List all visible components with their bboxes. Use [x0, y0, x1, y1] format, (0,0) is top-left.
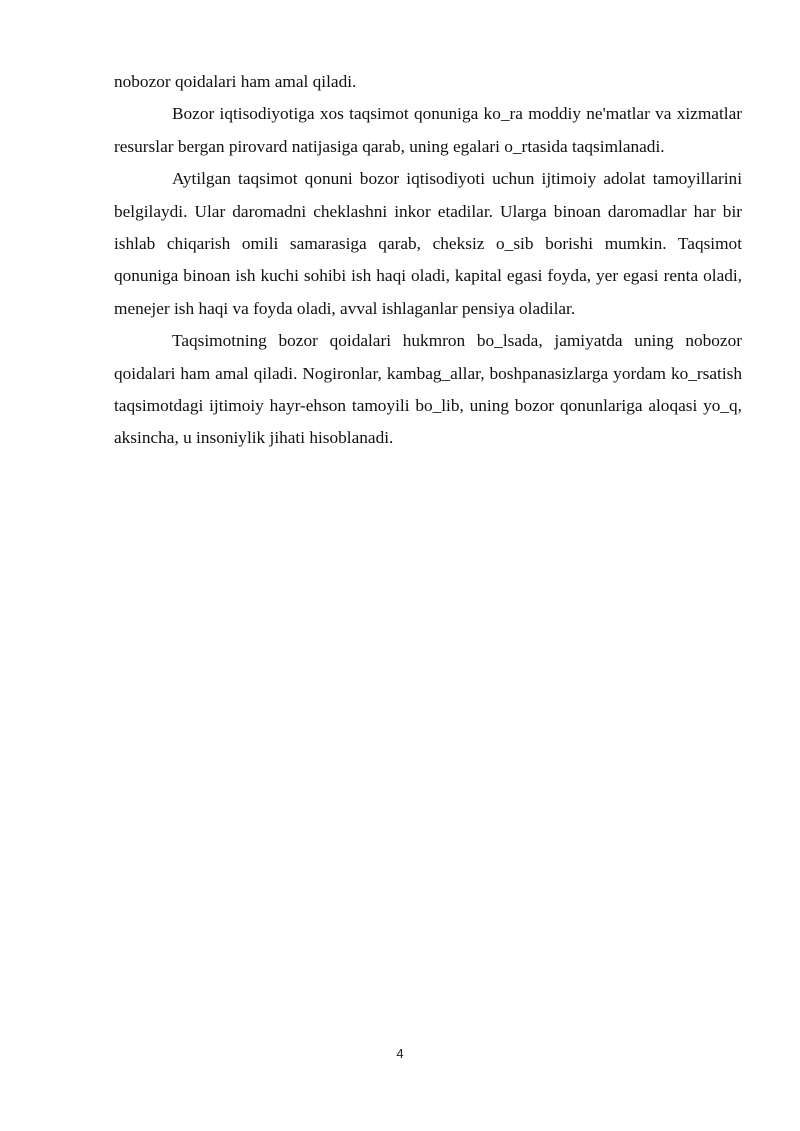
paragraph-charity-principle: Taqsimotning bozor qoidalari hukmron bo_lsada, jamiyatda uning nobozor qoidalari ham amal qiladi. Nogironlar, kambag_allar, boshpanasizlarga yordam ko_rsatish taqsimotdagi ijtimoiy hayr-ehson tamoyili bo_lib, uning bozor qonunlariga aloqasi yo_q, aksincha, u insoniylik jihati hisoblanadi. — [114, 331, 742, 448]
paragraph-social-justice: Aytilgan taqsimot qonuni bozor iqtisodiyoti uchun ijtimoiy adolat tamoyillarini belgilaydi. Ular daromadni cheklashni inkor etadilar. Ularga binoan daromadlar har bir ishlab chiqarish omili samarasiga qarab, cheksiz o_sib borishi mumkin. Taqsimot qonuniga binoan ish kuchi sohibi ish haqi oladi, kapital egasi foyda, yer egasi renta oladi, menejer ish haqi va foyda oladi, avval ishlaganlar pensiya oladilar. — [114, 169, 742, 318]
page-number: 4 — [396, 1046, 404, 1061]
body-text — [114, 66, 742, 455]
paragraph-distribution-law: Bozor iqtisodiyotiga xos taqsimot qonuniga ko_ra moddiy ne'matlar va xizmatlar resurslar bergan pirovard natijasiga qarab, uning egalari o_rtasida taqsimlanadi. — [114, 104, 742, 156]
paragraph-continuation: nobozor qoidalari ham amal qiladi. — [114, 72, 357, 91]
